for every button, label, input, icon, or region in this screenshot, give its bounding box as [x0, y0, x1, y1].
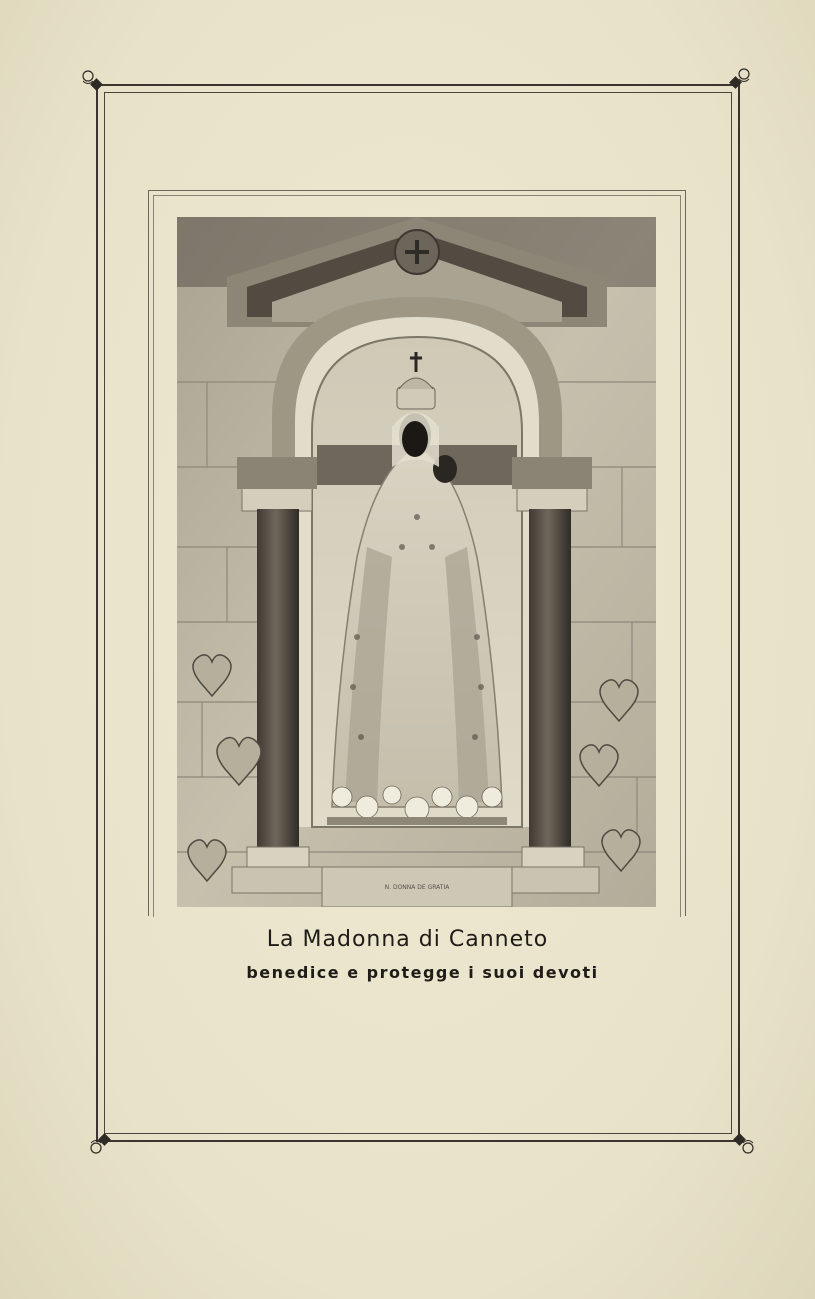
- caption-title: La Madonna di Canneto: [266, 927, 549, 952]
- corner-ornament-icon: [726, 66, 752, 92]
- corner-ornament-icon: [730, 1130, 756, 1156]
- photo-inscription: N. DONNA DE GRATIA: [384, 884, 450, 891]
- madonna-photograph: [177, 217, 656, 907]
- caption-subtitle: benedice e protegge i suoi devoti: [246, 963, 599, 982]
- corner-ornament-icon: [80, 68, 106, 94]
- corner-ornament-icon: [88, 1130, 114, 1156]
